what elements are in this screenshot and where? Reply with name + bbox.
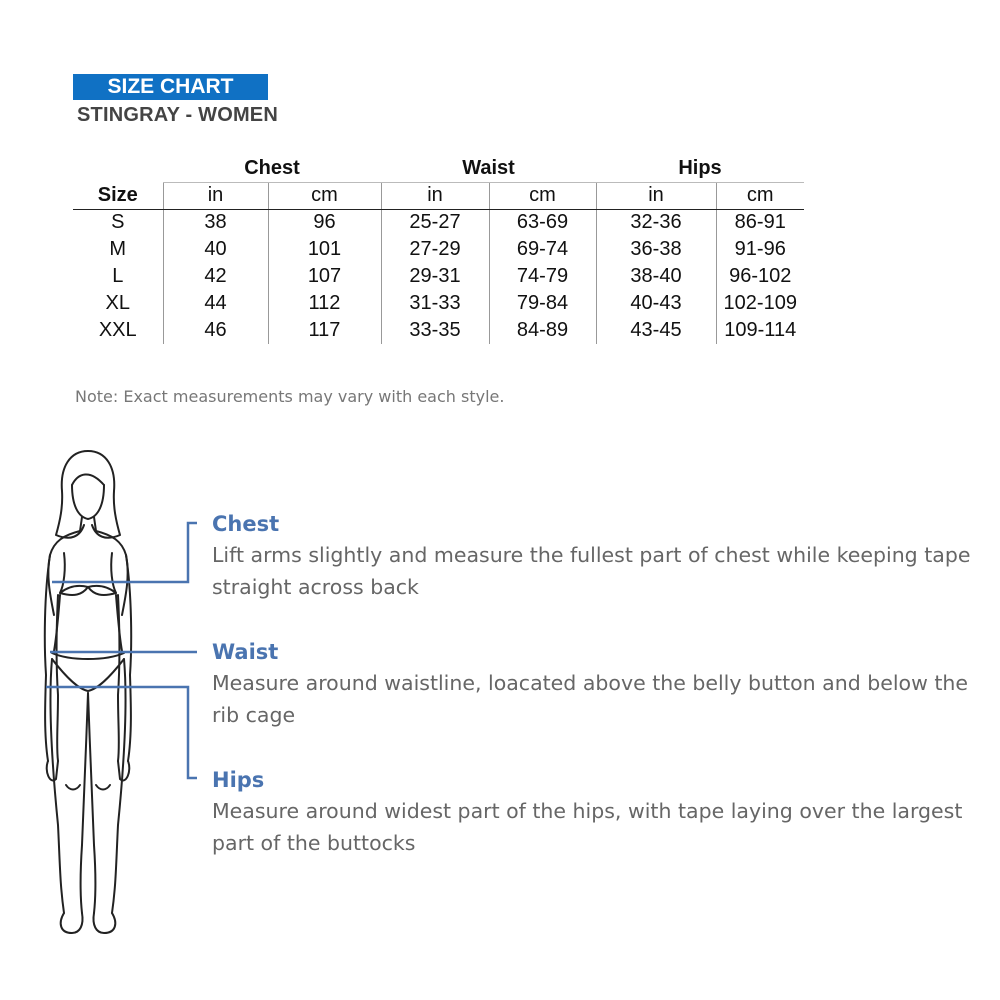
- group-waist: Waist: [381, 156, 596, 182]
- measurement-cell: 96-102: [716, 263, 804, 290]
- measurement-cell: 38-40: [596, 263, 716, 290]
- hips-heading: Hips: [212, 768, 265, 792]
- table-unit-header: [73, 182, 804, 209]
- size-table: [73, 156, 804, 344]
- unit-header: cm: [489, 182, 596, 209]
- measurement-cell: 96: [268, 209, 381, 236]
- measurement-cell: 86-91: [716, 209, 804, 236]
- waist-section: [212, 637, 982, 731]
- measurement-cell: 112: [268, 290, 381, 317]
- measurement-note: Note: Exact measurements may vary with each style.: [75, 387, 505, 406]
- product-subtitle: STINGRAY - WOMEN: [77, 104, 278, 126]
- unit-header: cm: [716, 182, 804, 209]
- measurement-cell: 69-74: [489, 236, 596, 263]
- measurement-cell: 46: [163, 317, 268, 344]
- measurement-cell: 101: [268, 236, 381, 263]
- waist-description: Measure around waistline, loacated above the belly button and below the rib cage: [212, 671, 969, 727]
- unit-header: in: [163, 182, 268, 209]
- measurement-cell: 40: [163, 236, 268, 263]
- measurement-cell: 117: [268, 317, 381, 344]
- table-row: [73, 317, 804, 344]
- measurement-cell: 36-38: [596, 236, 716, 263]
- measurement-cell: 38: [163, 209, 268, 236]
- measurement-cell: 27-29: [381, 236, 489, 263]
- size-cell: S: [111, 211, 125, 234]
- measurement-cell: 63-69: [489, 209, 596, 236]
- chest-section: [212, 509, 982, 603]
- measurement-cell: 32-36: [596, 209, 716, 236]
- measurement-cell: 25-27: [381, 209, 489, 236]
- table-row: [73, 209, 804, 236]
- measurement-cell: 91-96: [716, 236, 804, 263]
- size-cell: XL: [105, 292, 130, 314]
- group-hips: Hips: [596, 156, 804, 182]
- measurement-cell: 29-31: [381, 263, 489, 290]
- measurement-cell: 33-35: [381, 317, 489, 344]
- table-row: [73, 290, 804, 317]
- measurement-cell: 109-114: [716, 317, 804, 344]
- hips-description: Measure around widest part of the hips, with tape laying over the largest part of the buttocks: [212, 799, 963, 855]
- chest-heading: Chest: [212, 512, 280, 536]
- size-chart-banner: SIZE CHART: [73, 74, 268, 100]
- measurement-cell: 102-109: [716, 290, 804, 317]
- table-group-header: [73, 156, 804, 182]
- measurement-cell: 74-79: [489, 263, 596, 290]
- measurement-cell: 40-43: [596, 290, 716, 317]
- measurement-cell: 44: [163, 290, 268, 317]
- unit-header: in: [381, 182, 489, 209]
- size-cell: M: [109, 238, 127, 260]
- table-row: [73, 236, 804, 263]
- size-cell: XXL: [98, 319, 137, 341]
- unit-header: in: [596, 182, 716, 209]
- measurement-cell: 42: [163, 263, 268, 290]
- waist-heading: Waist: [212, 640, 279, 664]
- group-chest: Chest: [163, 156, 381, 182]
- unit-header: cm: [268, 182, 381, 209]
- table-row: [73, 263, 804, 290]
- table-body: [73, 209, 804, 344]
- size-cell: L: [112, 265, 124, 287]
- measurement-cell: 31-33: [381, 290, 489, 317]
- measurement-cell: 43-45: [596, 317, 716, 344]
- female-body-outline-icon: [30, 445, 160, 945]
- hips-section: [212, 765, 982, 859]
- measurement-cell: 79-84: [489, 290, 596, 317]
- measurement-cell: 84-89: [489, 317, 596, 344]
- measurement-cell: 107: [268, 263, 381, 290]
- chest-description: Lift arms slightly and measure the fullest part of chest while keeping tape straight across back: [212, 543, 971, 599]
- size-column-header: Size: [73, 182, 163, 209]
